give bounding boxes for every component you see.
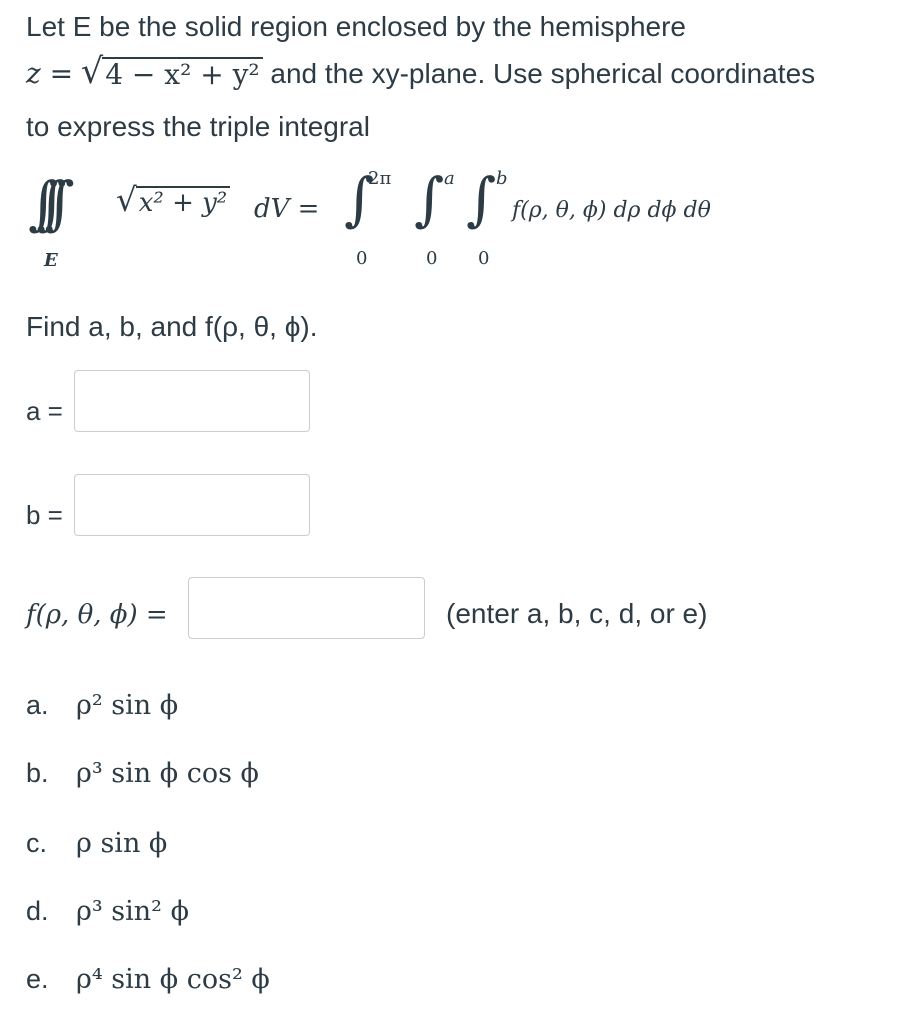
- choice-letter: b.: [26, 758, 49, 788]
- choice-e: [26, 966, 270, 993]
- integrand-radicand: x² + y²: [136, 186, 231, 218]
- choice-letter: d.: [26, 896, 49, 926]
- integral-phi-upper-limit: a: [444, 168, 455, 189]
- b-label: b =: [26, 500, 63, 530]
- a-input[interactable]: [74, 370, 310, 432]
- choice-a: [26, 692, 178, 719]
- integral-phi-symbol: ∫: [414, 165, 445, 233]
- choice-letter: c.: [26, 828, 48, 858]
- integral-theta-upper-limit: 2π: [368, 168, 392, 189]
- integral-theta-symbol: ∫: [344, 165, 375, 233]
- find-instruction: Find a, b, and f(ρ, θ, ϕ).: [26, 311, 318, 342]
- choice-b: [26, 760, 259, 787]
- f-input[interactable]: [188, 577, 425, 639]
- integral-rho-lower-limit: 0: [478, 248, 490, 269]
- integral-theta-lower-limit: 0: [356, 248, 368, 269]
- integral-rho-symbol: ∫: [466, 165, 497, 233]
- region-label: E: [44, 250, 58, 271]
- choice-d: [26, 898, 189, 925]
- choice-expression: ρ³ sin² ϕ: [76, 896, 189, 927]
- problem-line-3: to express the triple integral: [26, 111, 370, 142]
- integral-rhs: f(ρ, θ, ϕ) dρ dϕ dθ: [512, 198, 711, 223]
- integral-rho-upper-limit: b: [496, 168, 508, 189]
- problem-line-2-text: and the xy-plane. Use spherical coordinates: [262, 58, 816, 89]
- choice-expression: ρ sin ϕ: [76, 828, 168, 859]
- hemisphere-radicand: 4 − x² + y²: [102, 57, 262, 91]
- a-label: a =: [26, 396, 63, 426]
- triple-integral-equation: [26, 165, 886, 290]
- triple-integral-symbol: ∫∫∫: [28, 169, 53, 237]
- dV-equals: dV =: [254, 194, 320, 224]
- problem-line-1: Let E be the solid region enclosed by the hemisphere: [26, 11, 686, 42]
- choice-expression: ρ² sin ϕ: [76, 690, 179, 721]
- hemisphere-equation-lhs: z =: [26, 57, 74, 90]
- f-label: f(ρ, θ, ϕ) =: [26, 600, 168, 630]
- choice-c: [26, 830, 167, 857]
- f-input-hint: (enter a, b, c, d, or e): [446, 598, 708, 629]
- choice-expression: ρ⁴ sin ϕ cos² ϕ: [76, 964, 270, 995]
- integrand-sqrt: √ x² + y²: [116, 186, 230, 218]
- choice-letter: e.: [26, 964, 49, 994]
- hemisphere-sqrt: √ 4 − x² + y²: [81, 57, 263, 91]
- choice-expression: ρ³ sin ϕ cos ϕ: [76, 758, 259, 789]
- b-input[interactable]: [74, 474, 310, 536]
- problem-line-2: [26, 52, 816, 92]
- choice-letter: a.: [26, 690, 49, 720]
- integral-phi-lower-limit: 0: [426, 248, 438, 269]
